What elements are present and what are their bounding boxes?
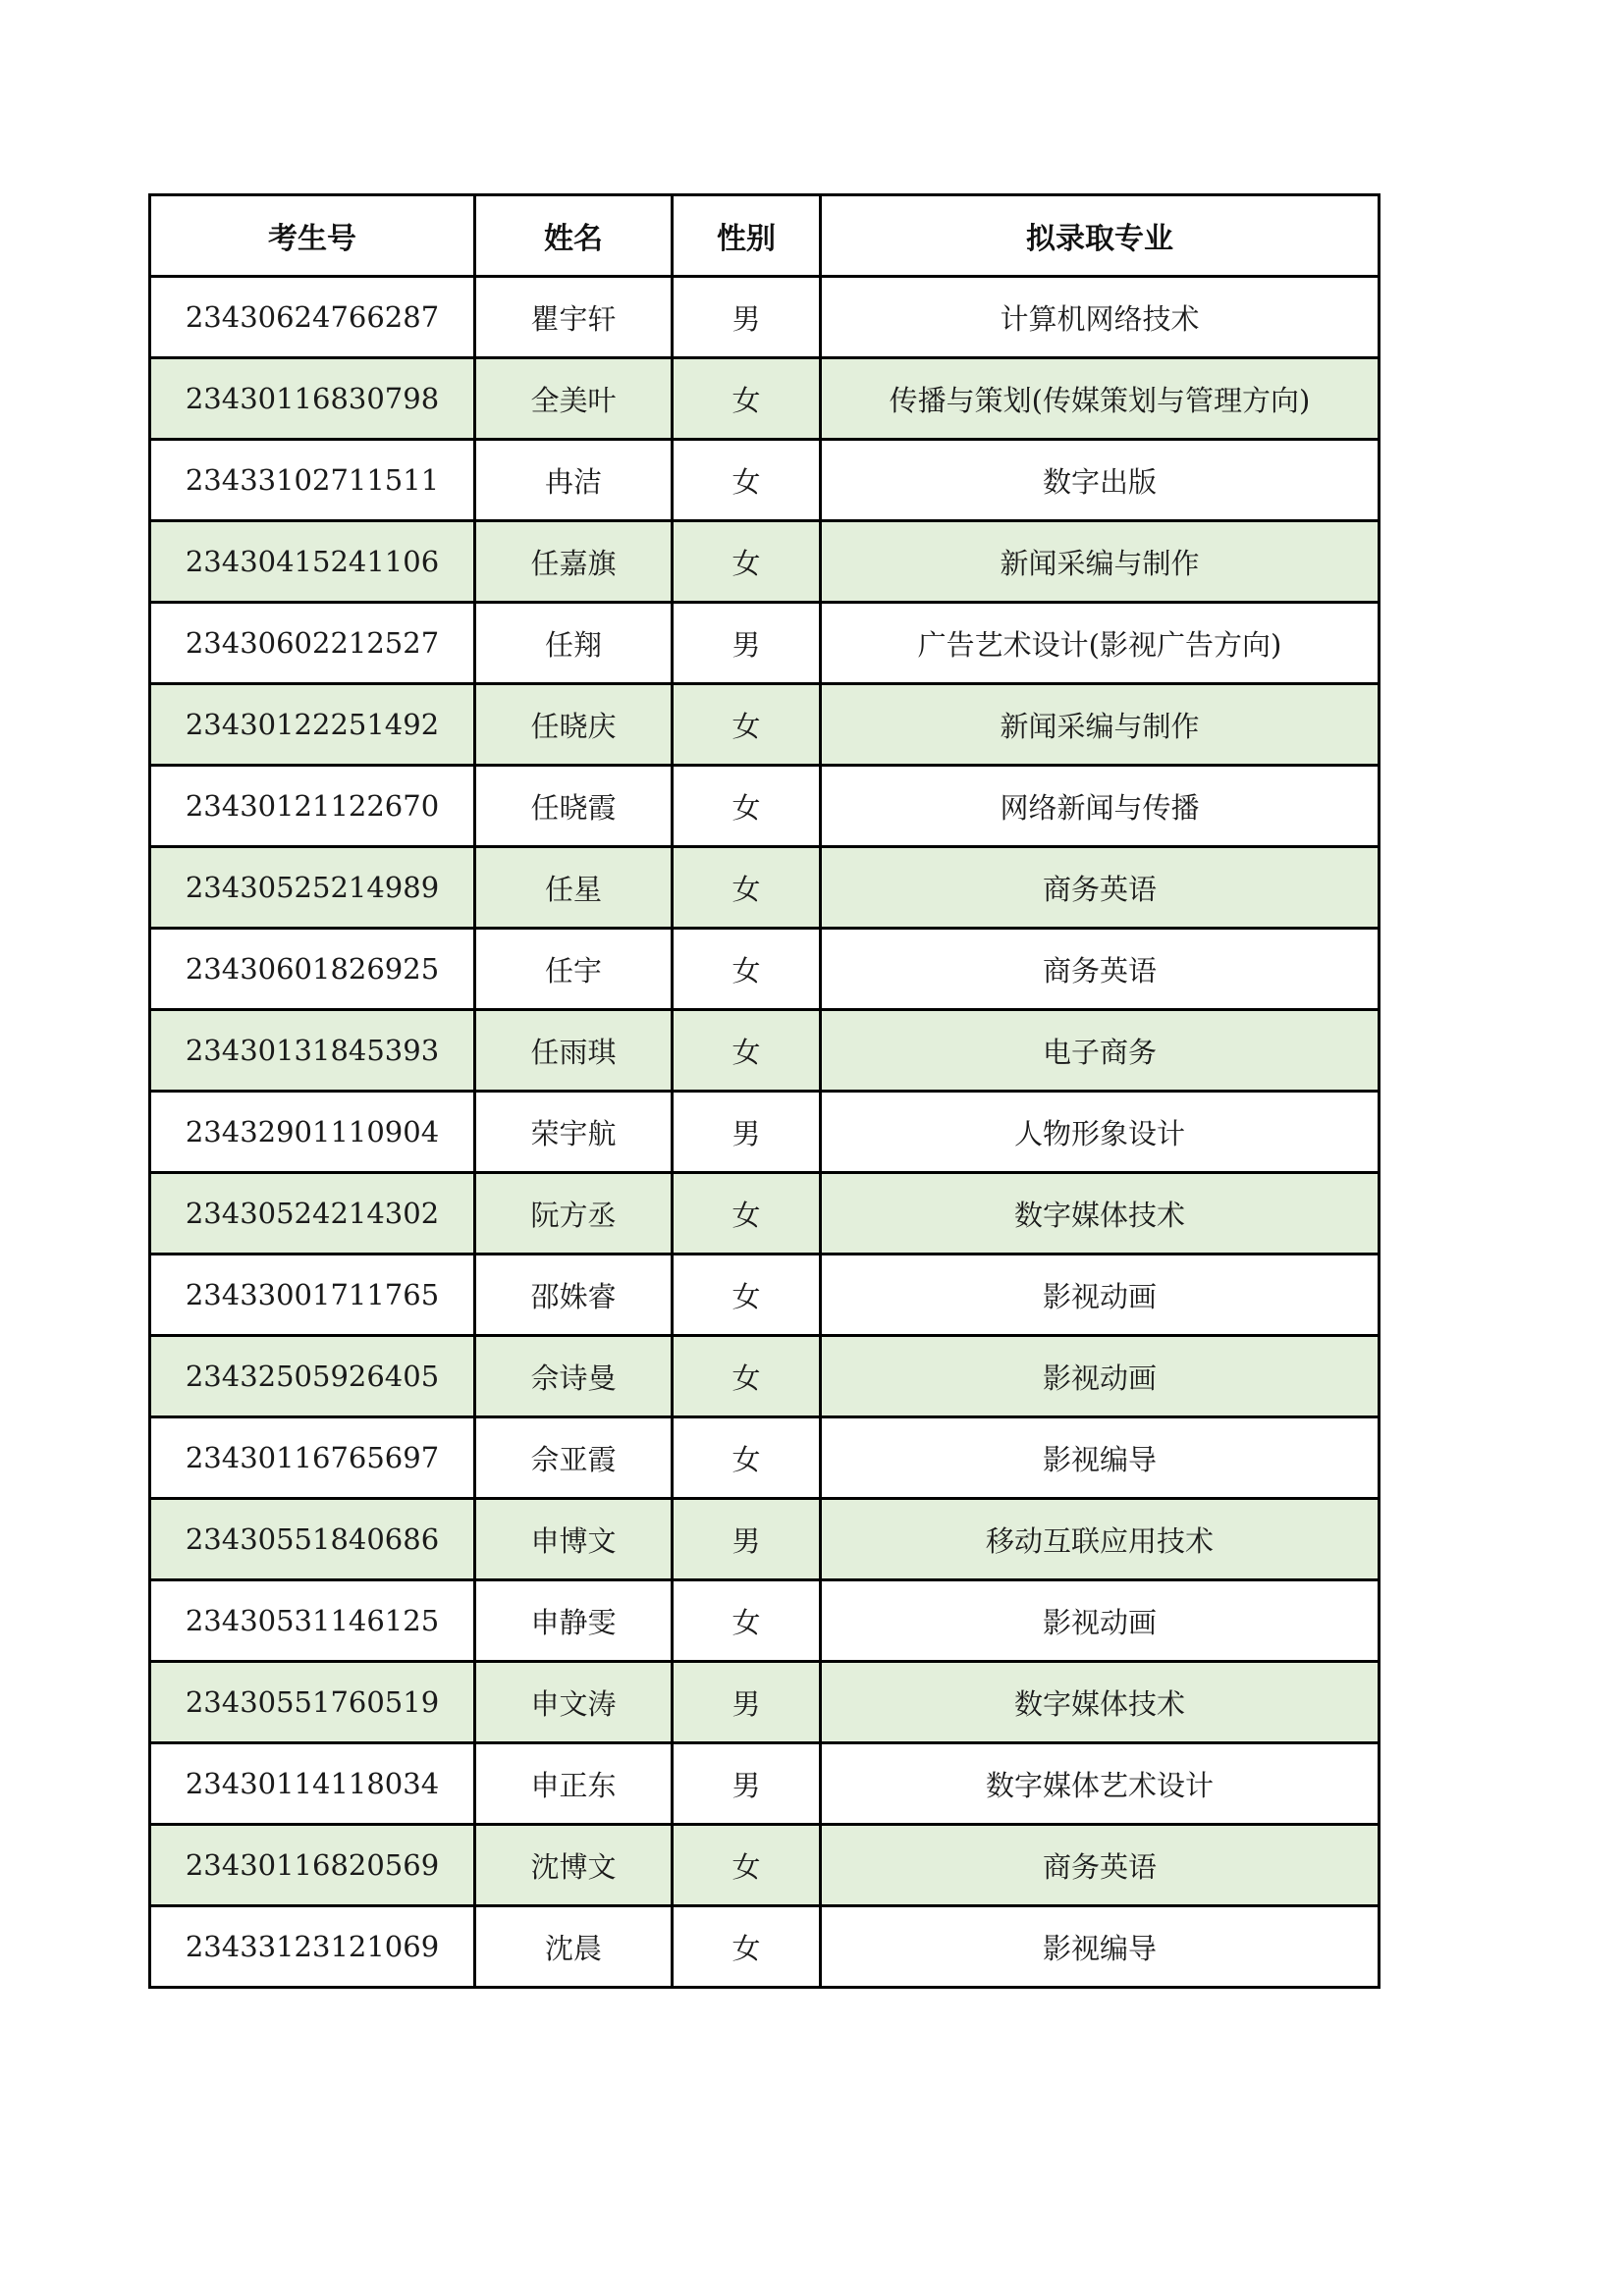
table-row xyxy=(150,1173,1380,1255)
cell-gender: 男 xyxy=(673,603,821,684)
table-row xyxy=(150,1499,1380,1580)
table-row xyxy=(150,847,1380,929)
cell-name: 佘亚霞 xyxy=(475,1417,673,1499)
cell-name: 佘诗曼 xyxy=(475,1336,673,1417)
cell-name: 任翔 xyxy=(475,603,673,684)
cell-name: 任宇 xyxy=(475,929,673,1010)
cell-gender: 女 xyxy=(673,1336,821,1417)
cell-gender: 男 xyxy=(673,1092,821,1173)
cell-exam-id: 23430525214989 xyxy=(150,847,475,929)
cell-name: 荣宇航 xyxy=(475,1092,673,1173)
cell-major: 影视动画 xyxy=(821,1336,1380,1417)
cell-gender: 女 xyxy=(673,1417,821,1499)
cell-gender: 女 xyxy=(673,1906,821,1988)
cell-exam-id: 23433001711765 xyxy=(150,1255,475,1336)
table-row xyxy=(150,440,1380,521)
cell-gender: 女 xyxy=(673,1010,821,1092)
cell-exam-id: 23430551840686 xyxy=(150,1499,475,1580)
header-name: 姓名 xyxy=(475,195,673,277)
cell-gender: 女 xyxy=(673,521,821,603)
cell-major: 新闻采编与制作 xyxy=(821,684,1380,766)
cell-exam-id: 23432505926405 xyxy=(150,1336,475,1417)
cell-exam-id: 23430116820569 xyxy=(150,1825,475,1906)
cell-gender: 女 xyxy=(673,684,821,766)
cell-major: 移动互联应用技术 xyxy=(821,1499,1380,1580)
cell-exam-id: 23430114118034 xyxy=(150,1743,475,1825)
table-row xyxy=(150,929,1380,1010)
table-row xyxy=(150,277,1380,358)
cell-major: 数字出版 xyxy=(821,440,1380,521)
cell-gender: 女 xyxy=(673,1825,821,1906)
cell-gender: 男 xyxy=(673,1743,821,1825)
cell-exam-id: 23430121122670 xyxy=(150,766,475,847)
cell-gender: 男 xyxy=(673,1499,821,1580)
cell-major: 影视编导 xyxy=(821,1906,1380,1988)
cell-exam-id: 23430116830798 xyxy=(150,358,475,440)
table-row xyxy=(150,1743,1380,1825)
cell-exam-id: 23430415241106 xyxy=(150,521,475,603)
cell-gender: 女 xyxy=(673,766,821,847)
cell-major: 影视编导 xyxy=(821,1417,1380,1499)
table-row xyxy=(150,1417,1380,1499)
cell-major: 网络新闻与传播 xyxy=(821,766,1380,847)
table-row xyxy=(150,1010,1380,1092)
cell-major: 电子商务 xyxy=(821,1010,1380,1092)
cell-name: 任嘉旗 xyxy=(475,521,673,603)
cell-gender: 女 xyxy=(673,1173,821,1255)
cell-gender: 女 xyxy=(673,847,821,929)
cell-major: 人物形象设计 xyxy=(821,1092,1380,1173)
cell-gender: 男 xyxy=(673,277,821,358)
header-major: 拟录取专业 xyxy=(821,195,1380,277)
cell-name: 阮方丞 xyxy=(475,1173,673,1255)
table-row xyxy=(150,358,1380,440)
cell-exam-id: 23430116765697 xyxy=(150,1417,475,1499)
cell-exam-id: 23433123121069 xyxy=(150,1906,475,1988)
cell-exam-id: 23433102711511 xyxy=(150,440,475,521)
admission-table xyxy=(148,193,1380,1989)
cell-name: 沈博文 xyxy=(475,1825,673,1906)
cell-name: 任晓庆 xyxy=(475,684,673,766)
cell-exam-id: 23430122251492 xyxy=(150,684,475,766)
table-row xyxy=(150,1906,1380,1988)
table-row xyxy=(150,1336,1380,1417)
cell-gender: 女 xyxy=(673,1255,821,1336)
cell-gender: 女 xyxy=(673,929,821,1010)
cell-major: 广告艺术设计(影视广告方向) xyxy=(821,603,1380,684)
cell-name: 申博文 xyxy=(475,1499,673,1580)
cell-name: 任晓霞 xyxy=(475,766,673,847)
cell-name: 全美叶 xyxy=(475,358,673,440)
cell-exam-id: 23430524214302 xyxy=(150,1173,475,1255)
cell-name: 任星 xyxy=(475,847,673,929)
cell-name: 沈晨 xyxy=(475,1906,673,1988)
cell-major: 商务英语 xyxy=(821,847,1380,929)
cell-major: 计算机网络技术 xyxy=(821,277,1380,358)
cell-gender: 女 xyxy=(673,440,821,521)
cell-exam-id: 23430602212527 xyxy=(150,603,475,684)
cell-name: 邵姝睿 xyxy=(475,1255,673,1336)
cell-name: 瞿宇轩 xyxy=(475,277,673,358)
cell-exam-id: 23430601826925 xyxy=(150,929,475,1010)
cell-exam-id: 23430624766287 xyxy=(150,277,475,358)
cell-major: 新闻采编与制作 xyxy=(821,521,1380,603)
cell-name: 冉洁 xyxy=(475,440,673,521)
cell-exam-id: 23430551760519 xyxy=(150,1662,475,1743)
table-row xyxy=(150,1580,1380,1662)
cell-major: 传播与策划(传媒策划与管理方向) xyxy=(821,358,1380,440)
cell-major: 商务英语 xyxy=(821,1825,1380,1906)
cell-major: 影视动画 xyxy=(821,1580,1380,1662)
cell-major: 商务英语 xyxy=(821,929,1380,1010)
cell-name: 申静雯 xyxy=(475,1580,673,1662)
cell-gender: 女 xyxy=(673,358,821,440)
cell-exam-id: 23430531146125 xyxy=(150,1580,475,1662)
cell-exam-id: 23430131845393 xyxy=(150,1010,475,1092)
header-exam-id: 考生号 xyxy=(150,195,475,277)
cell-exam-id: 23432901110904 xyxy=(150,1092,475,1173)
table-row xyxy=(150,1825,1380,1906)
table-row xyxy=(150,766,1380,847)
cell-gender: 女 xyxy=(673,1580,821,1662)
cell-name: 任雨琪 xyxy=(475,1010,673,1092)
header-gender: 性别 xyxy=(673,195,821,277)
cell-major: 数字媒体技术 xyxy=(821,1173,1380,1255)
table-row xyxy=(150,684,1380,766)
table-row xyxy=(150,1092,1380,1173)
table-row xyxy=(150,1662,1380,1743)
header-row xyxy=(150,195,1380,277)
table-row xyxy=(150,603,1380,684)
cell-major: 数字媒体艺术设计 xyxy=(821,1743,1380,1825)
cell-name: 申文涛 xyxy=(475,1662,673,1743)
table-row xyxy=(150,1255,1380,1336)
cell-gender: 男 xyxy=(673,1662,821,1743)
cell-major: 影视动画 xyxy=(821,1255,1380,1336)
cell-name: 申正东 xyxy=(475,1743,673,1825)
table-row xyxy=(150,521,1380,603)
cell-major: 数字媒体技术 xyxy=(821,1662,1380,1743)
